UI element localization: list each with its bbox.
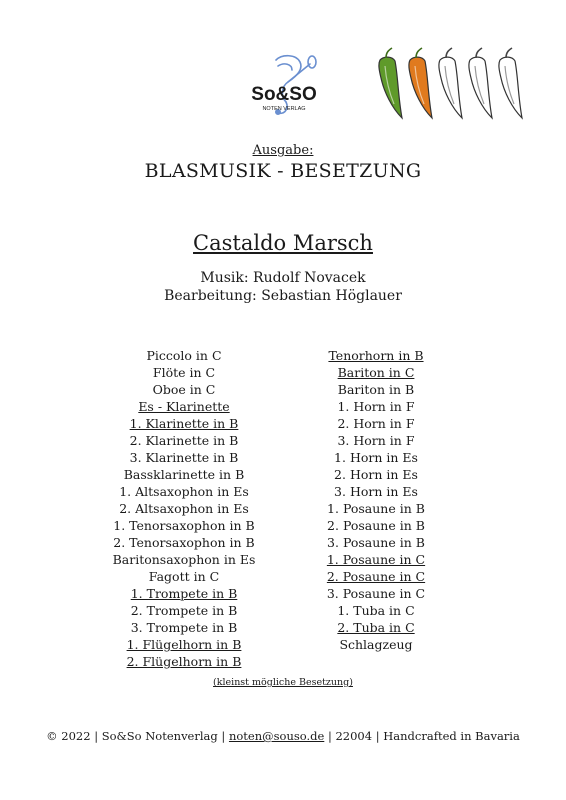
- instrument-item: 2. Klarinette in B: [129, 433, 239, 448]
- instrument-item: 1. Posaune in C: [326, 552, 426, 567]
- instrument-item: 3. Posaune in B: [327, 535, 425, 550]
- instrument-item: 3. Posaune in C: [326, 586, 426, 601]
- instrument-item: Bariton in C: [337, 365, 415, 380]
- instrument-item: 2. Horn in Es: [334, 467, 418, 482]
- instrument-item: 1. Tenorsaxophon in B: [113, 518, 255, 533]
- footer-prefix: © 2022 | So&So Notenverlag |: [46, 729, 229, 743]
- instrument-item: Flöte in C: [152, 365, 216, 380]
- instrument-item: 3. Horn in F: [337, 433, 415, 448]
- instrument-item: 2. Horn in F: [337, 416, 415, 431]
- logo-subtext: NOTEN VERLAG: [262, 106, 306, 112]
- instrument-list-right: [256, 347, 496, 653]
- edition-title: BLASMUSIK - BESETZUNG: [144, 160, 422, 182]
- instrument-item: Bassklarinette in B: [123, 467, 245, 482]
- footer: [0, 729, 566, 743]
- smallest-setup-note: (kleinst mögliche Besetzung): [213, 677, 353, 688]
- instrument-item: 1. Tuba in C: [337, 603, 415, 618]
- instrument-item: 2. Tuba in C: [337, 620, 415, 635]
- instrument-item: 1. Horn in F: [337, 399, 415, 414]
- pepper-icon: [439, 48, 462, 118]
- piece-title: Castaldo Marsch: [193, 231, 373, 255]
- instrument-item: Oboe in C: [152, 382, 216, 397]
- pepper-icon: [409, 48, 432, 118]
- instrument-item: Fagott in C: [148, 569, 220, 584]
- instrument-item: 2. Flügelhorn in B: [126, 654, 242, 669]
- instrument-item: 2. Posaune in B: [327, 518, 425, 533]
- footer-email-link[interactable]: noten@souso.de: [228, 729, 325, 743]
- instrument-item: Schlagzeug: [339, 637, 413, 652]
- instrument-item: 2. Posaune in C: [326, 569, 426, 584]
- instrument-item: 1. Flügelhorn in B: [126, 637, 242, 652]
- instrument-item: Tenorhorn in B: [328, 348, 424, 363]
- instrument-item: 1. Klarinette in B: [129, 416, 239, 431]
- instrument-item: 3. Horn in Es: [334, 484, 418, 499]
- instrument-item: 2. Altsaxophon in Es: [119, 501, 249, 516]
- instrument-item: Bariton in B: [337, 382, 415, 397]
- instrument-item: Es - Klarinette: [138, 399, 230, 414]
- instrument-item: Piccolo in C: [146, 348, 222, 363]
- instrument-item: 3. Trompete in B: [130, 620, 238, 635]
- composer: Musik: Rudolf Novacek: [200, 270, 366, 286]
- pepper-icon: [469, 48, 492, 118]
- footer-suffix: | 22004 | Handcrafted in Bavaria: [324, 729, 520, 743]
- instrument-item: Baritonsaxophon in Es: [112, 552, 256, 567]
- instrument-item: 1. Trompete in B: [130, 586, 238, 601]
- instrument-item: 1. Altsaxophon in Es: [119, 484, 249, 499]
- pepper-icon: [379, 48, 402, 118]
- logo-text: So&SO: [251, 84, 317, 105]
- instrument-item: 1. Posaune in B: [327, 501, 425, 516]
- soso-logo: [248, 52, 320, 122]
- arranger: Bearbeitung: Sebastian Höglauer: [164, 288, 402, 304]
- difficulty-peppers: [370, 46, 530, 124]
- instrument-item: 3. Klarinette in B: [129, 450, 239, 465]
- ausgabe-label: Ausgabe:: [252, 143, 314, 158]
- instrument-item: 1. Horn in Es: [334, 450, 418, 465]
- pepper-icon: [499, 48, 522, 118]
- instrument-item: 2. Trompete in B: [130, 603, 238, 618]
- instrument-item: 2. Tenorsaxophon in B: [113, 535, 255, 550]
